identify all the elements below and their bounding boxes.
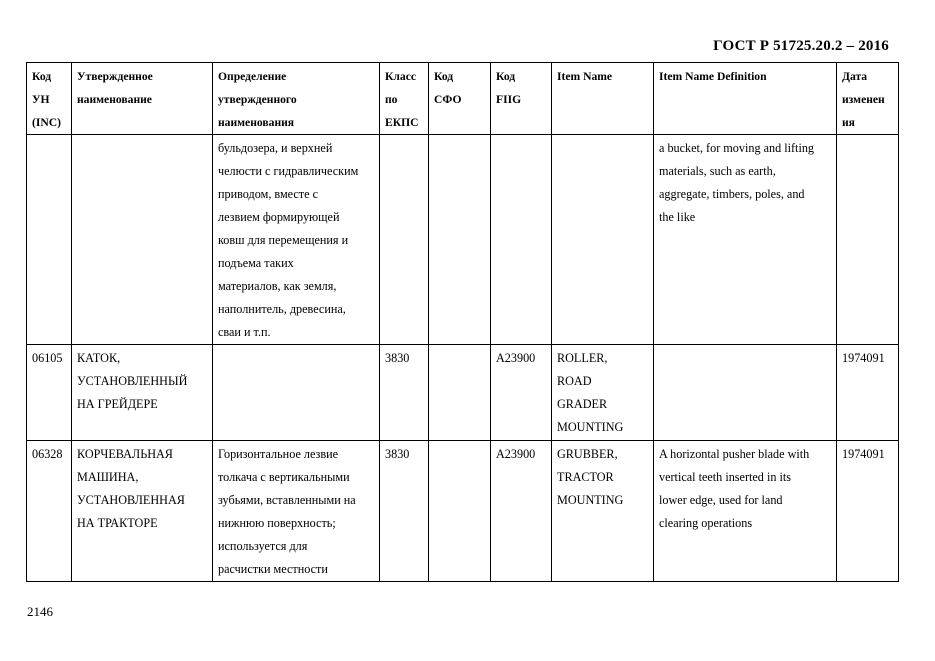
- cell-approved-name: КАТОК, УСТАНОВЛЕННЫЙ НА ГРЕЙДЕРЕ: [72, 345, 213, 441]
- cell-ekps-class: 3830: [380, 441, 429, 582]
- cell-change-date: 1974091: [837, 441, 899, 582]
- standard-designation: ГОСТ Р 51725.20.2 – 2016: [713, 38, 889, 54]
- cell-name-definition-ru: бульдозера, и верхней челюсти с гидравлическим приводом, вместе с лезвием формирующей ковш для перемещения и подъема таких материалов, как земля, наполнитель, древесина, сваи и т.п.: [213, 135, 380, 345]
- cell-fiig-code: A23900: [491, 441, 552, 582]
- cell-item-name-definition: A horizontal pusher blade with vertical teeth inserted in its lower edge, used for land clearing operations: [654, 441, 837, 582]
- column-header-change-date: Дата изменен ия: [837, 63, 899, 135]
- cell-name-definition-ru: [213, 345, 380, 441]
- cell-approved-name: [72, 135, 213, 345]
- cell-inc-code: 06328: [27, 441, 72, 582]
- cell-change-date: 1974091: [837, 345, 899, 441]
- table-row: [27, 135, 899, 345]
- column-header-item-name: Item Name: [552, 63, 654, 135]
- cell-inc-code: [27, 135, 72, 345]
- cell-fiig-code: [491, 135, 552, 345]
- table-header-row: [27, 63, 899, 135]
- column-header-name-definition-ru: Определение утвержденного наименования: [213, 63, 380, 135]
- cell-sfo-code: [429, 135, 491, 345]
- cell-sfo-code: [429, 441, 491, 582]
- cell-item-name: GRUBBER, TRACTOR MOUNTING: [552, 441, 654, 582]
- cell-fiig-code: A23900: [491, 345, 552, 441]
- column-header-sfo-code: Код СФО: [429, 63, 491, 135]
- table-row: [27, 345, 899, 441]
- column-header-inc-code: Код УН (INC): [27, 63, 72, 135]
- cell-change-date: [837, 135, 899, 345]
- cell-ekps-class: 3830: [380, 345, 429, 441]
- column-header-ekps-class: Класс по ЕКПС: [380, 63, 429, 135]
- column-header-approved-name: Утвержденное наименование: [72, 63, 213, 135]
- catalog-table: [26, 62, 899, 582]
- cell-sfo-code: [429, 345, 491, 441]
- cell-item-name-definition: a bucket, for moving and lifting materials, such as earth, aggregate, timbers, poles, and the like: [654, 135, 837, 345]
- page-number: 2146: [27, 604, 53, 619]
- cell-ekps-class: [380, 135, 429, 345]
- cell-item-name-definition: [654, 345, 837, 441]
- table-row: [27, 441, 899, 582]
- column-header-fiig-code: Код FIIG: [491, 63, 552, 135]
- cell-name-definition-ru: Горизонтальное лезвие толкача с вертикальными зубьями, вставленными на нижнюю поверхность; используется для расчистки местности: [213, 441, 380, 582]
- cell-approved-name: КОРЧЕВАЛЬНАЯ МАШИНА, УСТАНОВЛЕННАЯ НА ТРАКТОРЕ: [72, 441, 213, 582]
- cell-item-name: ROLLER, ROAD GRADER MOUNTING: [552, 345, 654, 441]
- column-header-item-name-definition: Item Name Definition: [654, 63, 837, 135]
- cell-inc-code: 06105: [27, 345, 72, 441]
- cell-item-name: [552, 135, 654, 345]
